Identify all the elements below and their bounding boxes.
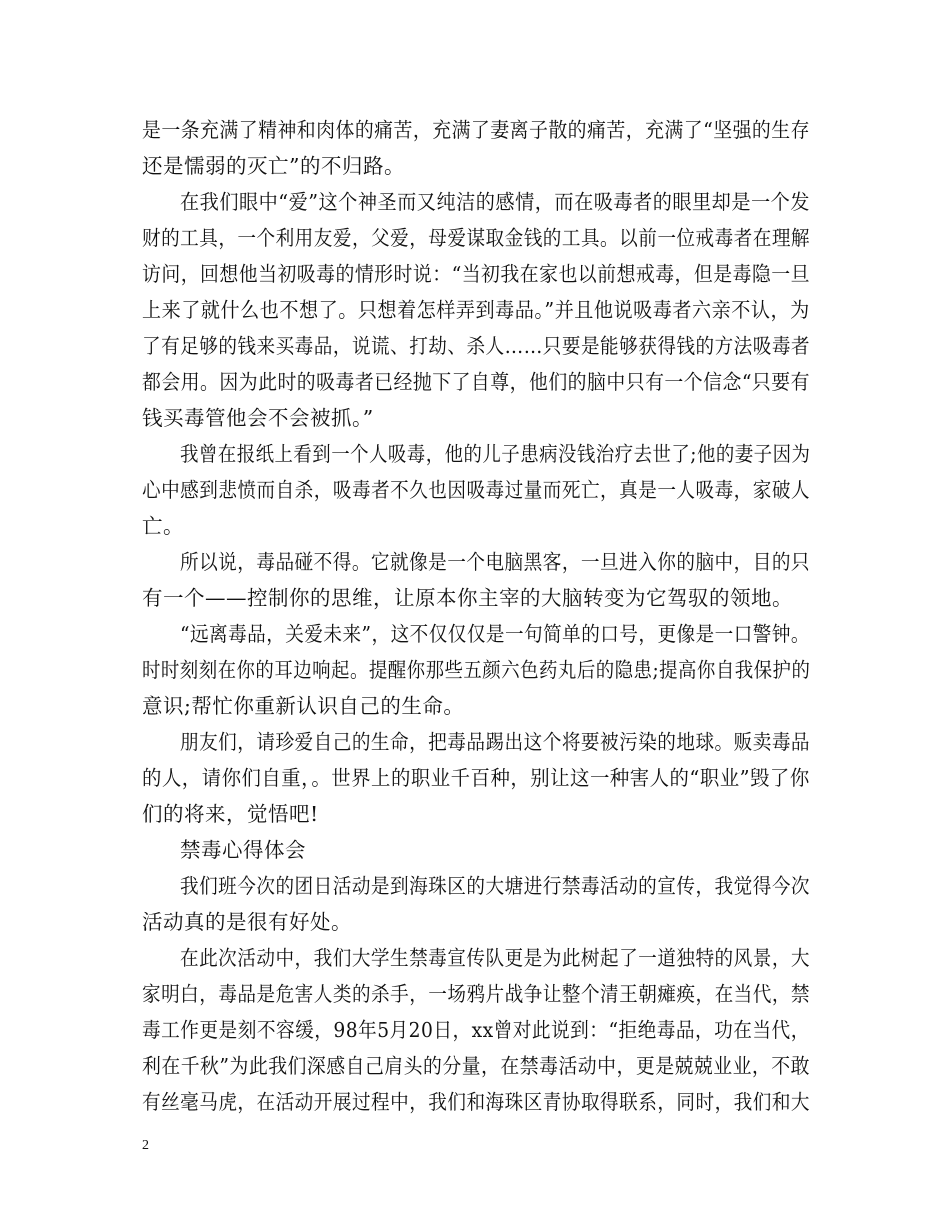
text-line: 钱买毒管他会不会被抓。” — [142, 406, 374, 430]
text-line: 都会用。因为此时的吸毒者已经抛下了自尊，他们的脑中只有一个信念“只要有 — [142, 370, 810, 394]
text-line: 活动真的是很有好处。 — [142, 910, 352, 934]
text-line: 了有足够的钱来买毒品，说谎、打劫、杀人……只要是能够获得钱的方法吸毒者 — [142, 334, 810, 358]
page-number: 2 — [142, 1138, 149, 1153]
text-line: 上来了就什么也不想了。只想着怎样弄到毒品。”并且他说吸毒者六亲不认，为 — [142, 298, 810, 322]
text-line: 在我们眼中“爱”这个神圣而又纯洁的感情，而在吸毒者的眼里却是一个发 — [180, 190, 810, 214]
text-line: 的人，请你们自重，。世界上的职业千百种，别让这一种害人的“职业”毁了你 — [142, 766, 810, 790]
section-heading: 禁毒心得体会 — [180, 838, 306, 862]
text-line: 我曾在报纸上看到一个人吸毒，他的儿子患病没钱治疗去世了;他的妻子因为 — [180, 442, 811, 466]
text-line: 有一个——控制你的思维，让原本你主宰的大脑转变为它驾驭的领地。 — [142, 586, 793, 610]
text-line: 家明白，毒品是危害人类的杀手，一场鸦片战争让整个清王朝瘫痪，在当代，禁 — [142, 982, 810, 1006]
text-line: 有丝毫马虎，在活动开展过程中，我们和海珠区青协取得联系，同时，我们和大 — [142, 1090, 810, 1114]
text-line: 时时刻刻在你的耳边响起。提醒你那些五颜六色药丸后的隐患;提高你自我保护的 — [142, 658, 811, 682]
text-line: 访问，回想他当初吸毒的情形时说：“当初我在家也以前想戒毒，但是毒隐一旦 — [142, 262, 810, 286]
text-line: 我们班今次的团日活动是到海珠区的大塘进行禁毒活动的宣传，我觉得今次 — [180, 874, 810, 898]
text-line: 心中感到悲愤而自杀，吸毒者不久也因吸毒过量而死亡，真是一人吸毒，家破人 — [142, 478, 810, 502]
text-line: 们的将来，觉悟吧! — [142, 802, 319, 826]
text-line: 意识;帮忙你重新认识自己的生命。 — [142, 694, 465, 718]
text-line: 财的工具，一个利用友爱，父爱，母爱谋取金钱的工具。以前一位戒毒者在理解 — [142, 226, 810, 250]
text-line: 利在千秋”为此我们深感自己肩头的分量，在禁毒活动中，更是兢兢业业，不敢 — [142, 1054, 810, 1078]
text-line: 亡。 — [142, 514, 184, 538]
text-line: “远离毒品，关爱未来”，这不仅仅仅是一句简单的口号，更像是一口警钟。 — [180, 622, 810, 646]
text-line: 朋友们，请珍爱自己的生命，把毒品踢出这个将要被污染的地球。贩卖毒品 — [180, 730, 810, 754]
text-line: 是一条充满了精神和肉体的痛苦，充满了妻离子散的痛苦，充满了“坚强的生存 — [142, 118, 810, 142]
text-line: 还是懦弱的灭亡”的不归路。 — [142, 154, 405, 178]
text-line: 所以说，毒品碰不得。它就像是一个电脑黑客，一旦进入你的脑中，目的只 — [180, 550, 810, 574]
text-line: 在此次活动中，我们大学生禁毒宣传队更是为此树起了一道独特的风景，大 — [180, 946, 810, 970]
text-line: 毒工作更是刻不容缓，98年5月20日，xx曾对此说到：“拒绝毒品，功在当代， — [142, 1018, 810, 1042]
